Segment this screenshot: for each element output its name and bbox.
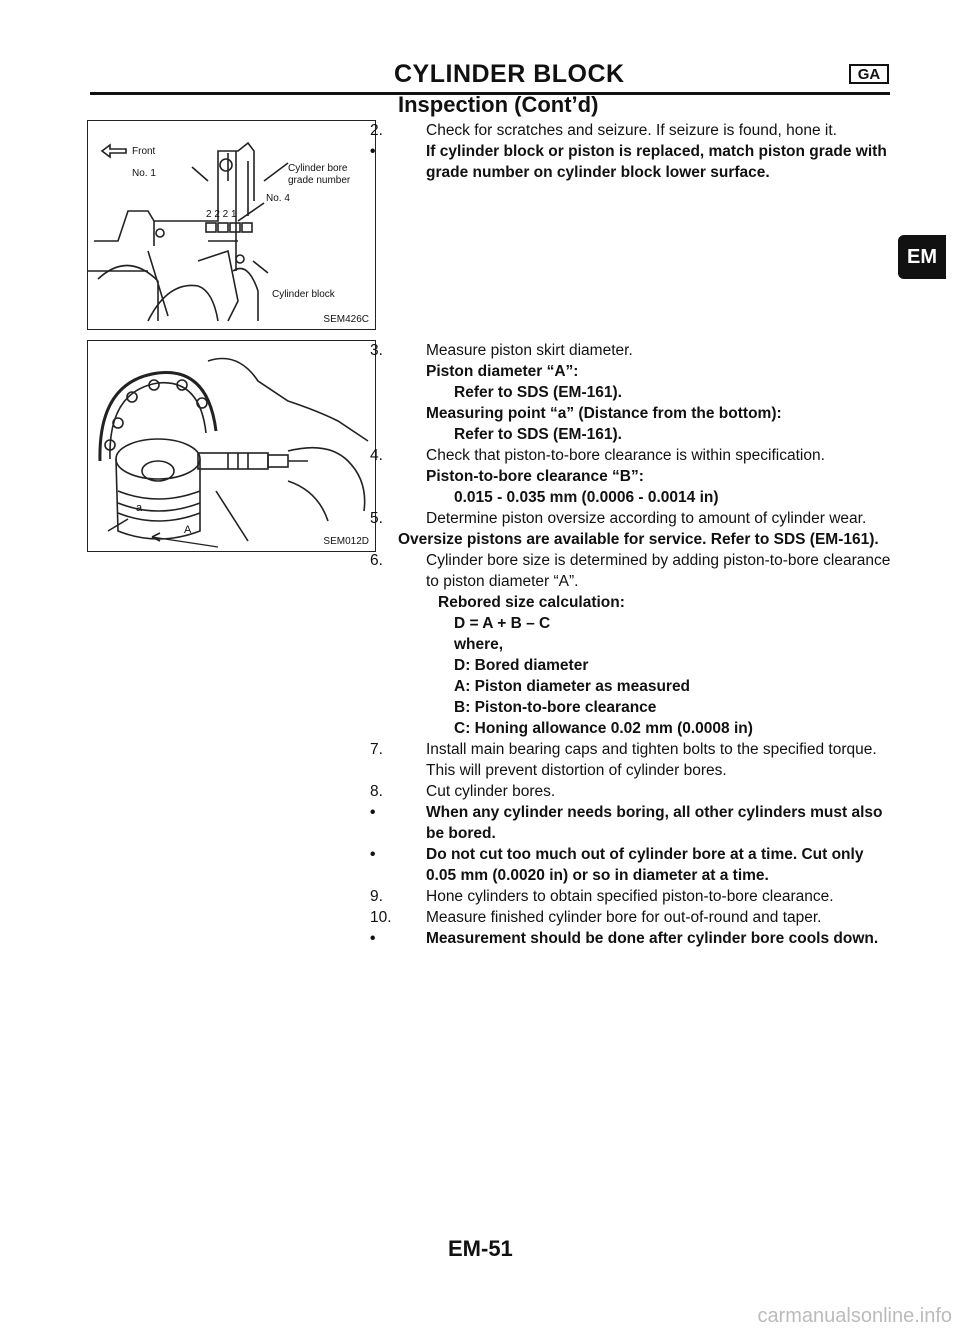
step-7: 7. Install main bearing caps and tighten bolts to the specified torque. This will prevent distortion of cylinder bores.: [370, 741, 877, 779]
figure-cylinder-grade: [87, 120, 376, 330]
bore-grade-label: Cylinder bore: [288, 163, 348, 174]
step-2-block: [370, 120, 896, 183]
bore-grade-label-2: grade number: [288, 175, 351, 186]
clearance-spec-value: 0.015 - 0.035 mm (0.0006 - 0.0014 in): [454, 489, 719, 506]
cylinder-block-drawing: [88, 121, 374, 328]
step-2-bullet: • If cylinder block or piston is replaced, match piston grade with grade number on cylinder block lower surface.: [370, 143, 887, 181]
section-tab: EM: [898, 235, 946, 279]
step-2: 2. Check for scratches and seizure. If seizure is found, hone it.: [370, 122, 837, 139]
step-3: 3. Measure piston skirt diameter.: [370, 342, 633, 359]
step-8-bullet-2: • Do not cut too much out of cylinder bore at a time. Cut only 0.05 mm (0.0020 in) or so in diameter at a time.: [370, 846, 864, 884]
engine-badge: GA: [849, 64, 889, 84]
front-arrow-icon: [102, 145, 126, 157]
step-9: 9. Hone cylinders to obtain specified piston-to-bore clearance.: [370, 888, 834, 905]
piston-diameter-spec-label: Piston diameter “A”:: [426, 363, 579, 380]
step-8-bullet-1: • When any cylinder needs boring, all other cylinders must also be bored.: [370, 804, 883, 842]
procedure-steps: [370, 340, 896, 949]
point-a-label: a: [136, 502, 143, 514]
measuring-point-spec-label: Measuring point “a” (Distance from the bottom):: [426, 405, 782, 422]
step-5: 5. Determine piston oversize according to amount of cylinder wear.: [370, 510, 867, 527]
no1-label: No. 1: [132, 168, 156, 179]
formula-where: where,: [454, 636, 504, 653]
step-8: 8. Cut cylinder bores.: [370, 783, 556, 800]
watermark: carmanualsonline.info: [757, 1305, 952, 1327]
page-title: CYLINDER BLOCK: [394, 60, 625, 88]
clearance-spec-label: Piston-to-bore clearance “B”:: [426, 468, 644, 485]
figure-code: SEM426C: [323, 314, 369, 325]
step-10-bullet: • Measurement should be done after cylinder bore cools down.: [370, 930, 879, 947]
rebore-calc-label: Rebored size calculation:: [438, 594, 625, 611]
rebore-formula: D = A + B – C: [454, 615, 551, 632]
front-label: Front: [132, 146, 156, 157]
section-subtitle: Inspection (Cont’d): [398, 92, 599, 117]
formula-c: C: Honing allowance 0.02 mm (0.0008 in): [454, 720, 753, 737]
step-10: 10. Measure finished cylinder bore for out-of-round and taper.: [370, 909, 822, 926]
formula-d: D: Bored diameter: [454, 657, 589, 674]
step-6: 6. Cylinder bore size is determined by adding piston-to-bore clearance to piston diameter “A”.: [370, 552, 891, 590]
diameter-A-label: A: [184, 524, 192, 536]
no4-label: No. 4: [266, 193, 290, 204]
piston-diameter-spec-value: Refer to SDS (EM-161).: [454, 384, 622, 401]
cylinder-block-label: Cylinder block: [272, 289, 335, 300]
grade-numbers: 2 2 2 1: [206, 209, 237, 220]
measuring-point-spec-value: Refer to SDS (EM-161).: [454, 426, 622, 443]
formula-a: A: Piston diameter as measured: [454, 678, 691, 695]
page-number: EM-51: [448, 1236, 513, 1261]
figure-piston-measurement: [87, 340, 376, 552]
oversize-note: Oversize pistons are available for service. Refer to SDS (EM-161).: [398, 531, 879, 548]
micrometer-drawing: [88, 341, 374, 550]
figure-code: SEM012D: [323, 536, 369, 547]
step-4: 4. Check that piston-to-bore clearance is within specification.: [370, 447, 825, 464]
formula-b: B: Piston-to-bore clearance: [454, 699, 657, 716]
